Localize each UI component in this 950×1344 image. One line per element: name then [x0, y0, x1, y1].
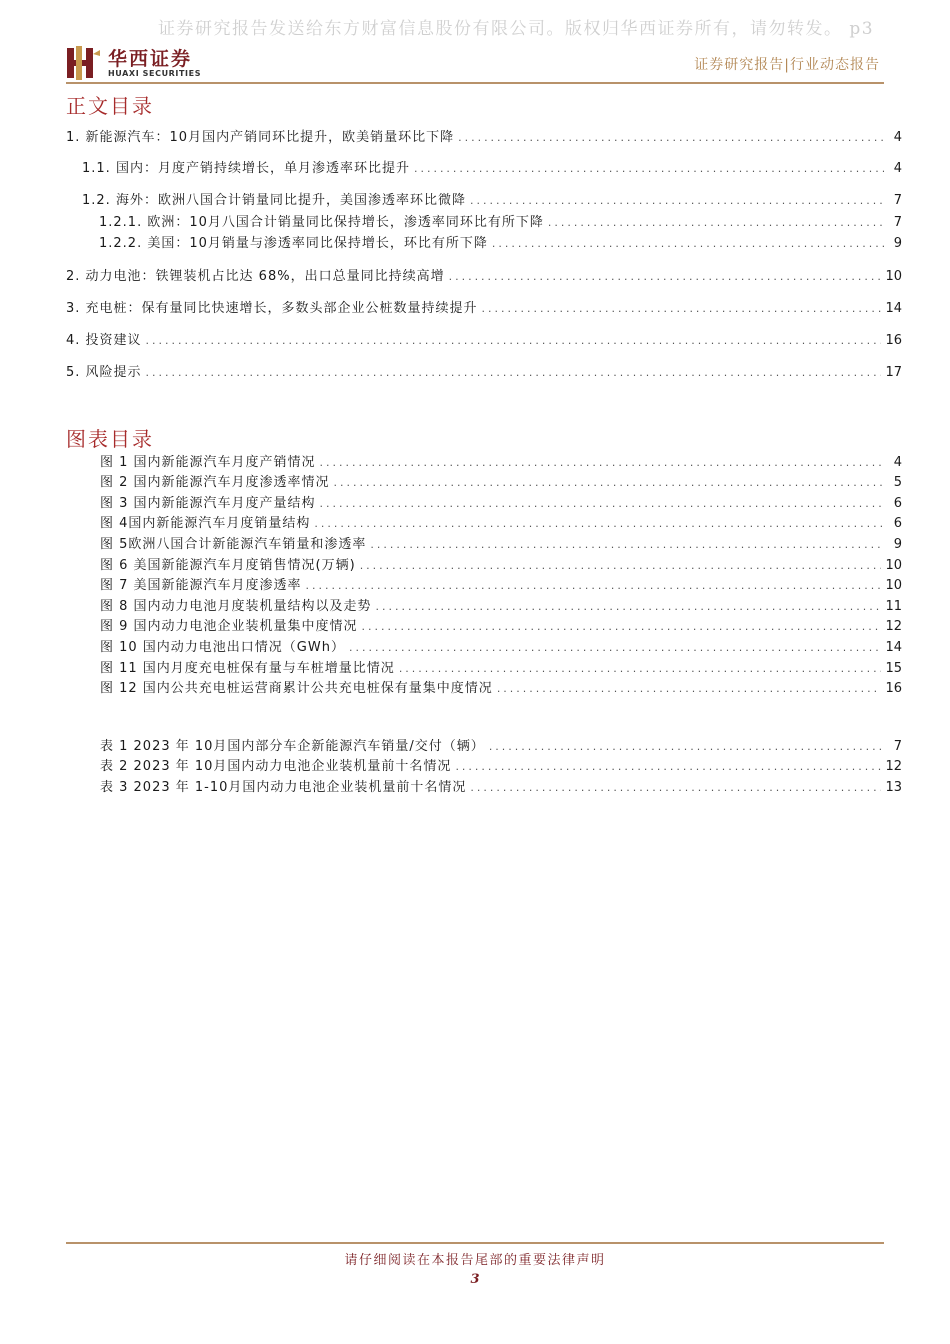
figure-entry[interactable]	[100, 578, 902, 594]
table-entry[interactable]	[100, 739, 902, 755]
toc-entry[interactable]	[99, 215, 902, 231]
figure-entry[interactable]	[100, 496, 902, 512]
figure-entry-label: 图 9 国内动力电池企业装机量集中度情况	[100, 619, 358, 634]
toc-entry[interactable]	[82, 161, 902, 177]
dot-leader	[370, 537, 884, 553]
toc-entry[interactable]	[66, 333, 902, 349]
toc-entry-label: 1.2. 海外：欧洲八国合计销量同比提升，美国渗透率环比微降	[82, 193, 466, 208]
figure-entry-label: 图 10 国内动力电池出口情况（GWh）	[100, 640, 345, 655]
dot-leader	[470, 193, 884, 209]
figure-entry-page: 16	[885, 681, 902, 696]
dot-leader	[320, 496, 884, 512]
figure-entry[interactable]	[100, 599, 902, 615]
toc-entry-page: 7	[893, 193, 902, 208]
toc-entry[interactable]	[82, 193, 902, 209]
footer-divider	[66, 1242, 884, 1244]
figure-entry-page: 12	[885, 619, 902, 634]
figure-entry-page: 4	[893, 455, 902, 470]
watermark-text: 证券研究报告发送给东方财富信息股份有限公司。版权归华西证券所有，请勿转发。 p3	[158, 19, 875, 39]
table-entry-page: 13	[885, 780, 902, 795]
table-entry[interactable]	[100, 780, 902, 796]
dot-leader	[334, 475, 884, 491]
toc-entry-page: 4	[893, 130, 902, 145]
figure-entry-page: 15	[885, 661, 902, 676]
toc-entry-page: 10	[885, 269, 902, 284]
figure-entry[interactable]	[100, 619, 902, 635]
figure-entry[interactable]	[100, 537, 902, 553]
figure-entry-page: 5	[893, 475, 902, 490]
figure-entry-page: 9	[893, 537, 902, 552]
toc-entry[interactable]	[99, 236, 902, 252]
figure-entry[interactable]	[100, 455, 902, 471]
dot-leader	[306, 578, 882, 594]
dot-leader	[320, 455, 884, 471]
toc-entry[interactable]	[66, 301, 902, 317]
toc-entry-page: 16	[885, 333, 902, 348]
toc-title: 正文目录	[66, 94, 154, 118]
figure-entry-page: 14	[885, 640, 902, 655]
figure-entry-label: 图 2 国内新能源汽车月度渗透率情况	[100, 475, 330, 490]
figure-entry-label: 图 8 国内动力电池月度装机量结构以及走势	[100, 599, 372, 614]
toc-entry-label: 1. 新能源汽车：10月国内产销同环比提升，欧美销量环比下降	[66, 130, 455, 145]
toc-entry-page: 9	[893, 236, 902, 251]
dot-leader	[489, 739, 884, 755]
dot-leader	[482, 301, 882, 317]
dot-leader	[548, 215, 884, 231]
logo-english-name: HUAXI SECURITIES	[108, 69, 202, 78]
toc-entry-page: 17	[885, 365, 902, 380]
report-type-label: 证券研究报告|行业动态报告	[694, 57, 880, 73]
toc-entry[interactable]	[66, 365, 902, 381]
figure-entry-page: 6	[893, 496, 902, 511]
table-entry-page: 7	[893, 739, 902, 754]
figure-entry-page: 10	[885, 578, 902, 593]
dot-leader	[146, 333, 882, 349]
dot-leader	[362, 619, 882, 635]
page-number: 3	[470, 1272, 480, 1287]
figure-entry[interactable]	[100, 640, 902, 656]
toc-entry[interactable]	[66, 130, 902, 146]
dot-leader	[360, 558, 882, 574]
figure-entry-label: 图 12 国内公共充电桩运营商累计公共充电桩保有量集中度情况	[100, 681, 493, 696]
figure-entry-label: 图 11 国内月度充电桩保有量与车桩增量比情况	[100, 661, 395, 676]
figure-entry[interactable]	[100, 681, 902, 697]
figure-entry[interactable]	[100, 475, 902, 491]
dot-leader	[492, 236, 884, 252]
table-entry-label: 表 2 2023 年 10月国内动力电池企业装机量前十名情况	[100, 759, 452, 774]
toc-entry[interactable]	[66, 269, 902, 285]
dot-leader	[399, 661, 882, 677]
figure-list-title: 图表目录	[66, 427, 154, 451]
dot-leader	[349, 640, 881, 656]
toc-entry-label: 1.1. 国内：月度产销持续增长，单月渗透率环比提升	[82, 161, 410, 176]
toc-entry-label: 1.2.2. 美国：10月销量与渗透率同比保持增长，环比有所下降	[99, 236, 488, 251]
dot-leader	[455, 759, 881, 775]
dot-leader	[470, 780, 881, 796]
huaxi-logo-icon	[66, 44, 102, 82]
figure-entry-label: 图 6 美国新能源汽车月度销售情况(万辆)	[100, 558, 356, 573]
logo-chinese-name: 华西证券	[108, 48, 193, 70]
figure-entry-label: 图 3 国内新能源汽车月度产量结构	[100, 496, 316, 511]
dot-leader	[376, 599, 882, 615]
figure-entry-page: 6	[893, 516, 902, 531]
legal-disclaimer-note: 请仔细阅读在本报告尾部的重要法律声明	[344, 1253, 606, 1268]
toc-entry-label: 5. 风险提示	[66, 365, 142, 380]
table-entry-label: 表 3 2023 年 1-10月国内动力电池企业装机量前十名情况	[100, 780, 467, 795]
table-entry-page: 12	[885, 759, 902, 774]
figure-entry-label: 图 1 国内新能源汽车月度产销情况	[100, 455, 316, 470]
dot-leader	[146, 365, 882, 381]
figure-entry-page: 10	[885, 558, 902, 573]
figure-entry-label: 图 7 美国新能源汽车月度渗透率	[100, 578, 302, 593]
figure-entry[interactable]	[100, 516, 902, 532]
dot-leader	[314, 516, 884, 532]
table-entry-label: 表 1 2023 年 10月国内部分车企新能源汽车销量/交付（辆）	[100, 739, 485, 754]
toc-entry-label: 2. 动力电池：铁锂装机占比达 68%，出口总量同比持续高增	[66, 269, 445, 284]
dot-leader	[458, 130, 884, 146]
table-entry[interactable]	[100, 759, 902, 775]
toc-entry-label: 1.2.1. 欧洲：10月八国合计销量同比保持增长，渗透率同环比有所下降	[99, 215, 544, 230]
dot-leader	[497, 681, 882, 697]
dot-leader	[414, 161, 884, 177]
figure-entry-label: 图 5欧洲八国合计新能源汽车销量和渗透率	[100, 537, 367, 552]
figure-entry[interactable]	[100, 661, 902, 677]
toc-entry-page: 14	[885, 301, 902, 316]
header-divider	[66, 82, 884, 84]
toc-entry-page: 4	[893, 161, 902, 176]
figure-entry-label: 图 4国内新能源汽车月度销量结构	[100, 516, 311, 531]
toc-entry-page: 7	[893, 215, 902, 230]
toc-entry-label: 4. 投资建议	[66, 333, 142, 348]
dot-leader	[449, 269, 882, 285]
figure-entry-page: 11	[885, 599, 902, 614]
toc-entry-label: 3. 充电桩：保有量同比快速增长，多数头部企业公桩数量持续提升	[66, 301, 478, 316]
figure-entry[interactable]	[100, 558, 902, 574]
